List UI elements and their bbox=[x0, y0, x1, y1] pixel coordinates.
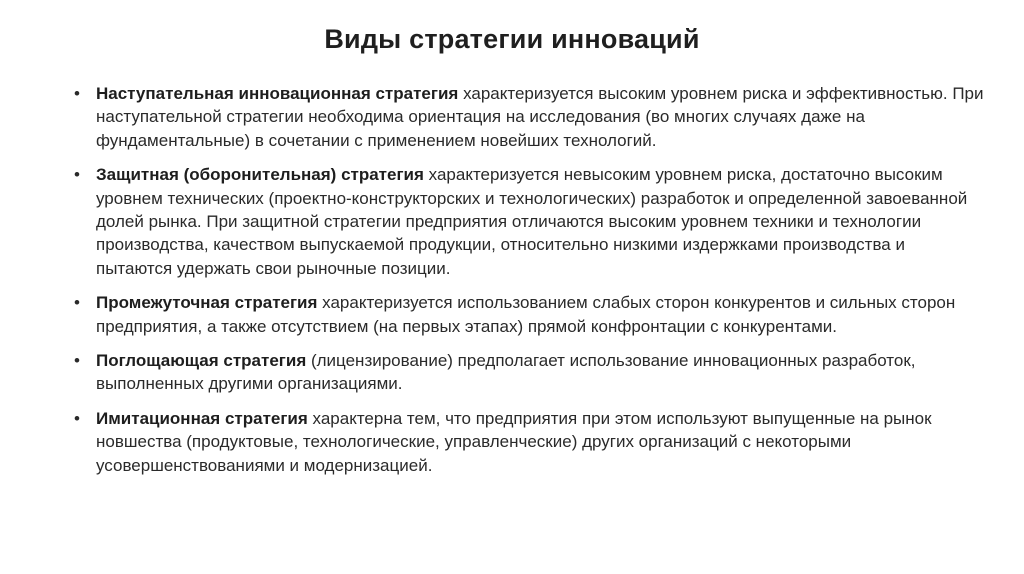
list-item-absorbing-strategy bbox=[74, 349, 984, 396]
strategy-description: характеризуется использованием слабых сторон конкурентов и сильных сторон предприятия, а также отсутствием (на первых этапах) прямой конфронтации с конкурентами. bbox=[96, 293, 956, 336]
strategy-term: Наступательная инновационная стратегия bbox=[96, 84, 459, 103]
strategy-description: (лицензирование) предполагает использование инновационных разработок, выполненных другими организациями. bbox=[96, 351, 916, 394]
strategy-term: Защитная (оборонительная) стратегия bbox=[96, 165, 424, 185]
bullet-icon: • bbox=[74, 351, 80, 371]
strategy-term: Поглощающая стратегия bbox=[96, 351, 307, 371]
strategy-description: характеризуется невысоким уровнем риска, достаточно высоким уровнем технических (проектно-конструкторских и технологических) разработок и определенной завоеванной долей рынка. При защитной стратегии предприятия отличаются высоким уровнем техники и технологии производства, качеством выпускаемой продукции, относительно низкими издержками производства и пытаются удержать свои рыночные позиции. bbox=[96, 165, 968, 278]
slide-title: Виды стратегии инноваций bbox=[324, 24, 700, 54]
list-item-intermediate-strategy bbox=[74, 291, 984, 338]
bullet-icon: • bbox=[74, 293, 80, 313]
bullet-icon: • bbox=[74, 408, 80, 428]
strategy-term: Промежуточная стратегия bbox=[96, 293, 318, 313]
bullet-icon: • bbox=[74, 84, 80, 103]
strategy-description: характерна тем, что предприятия при этом используют выпущенные на рынок новшества (продуктовые, технологические, управленческие) других организаций с некоторыми усовершенствованиями и модернизацией. bbox=[96, 408, 932, 475]
list-item-imitation-strategy bbox=[74, 407, 984, 477]
list-item-offensive-strategy bbox=[74, 82, 984, 152]
list-item-defensive-strategy bbox=[74, 163, 984, 280]
strategy-description: характеризуется высоким уровнем риска и эффективностью. При наступательной стратегии необходима ориентация на исследования (во многих случаях даже на фундаментальные) в сочетании с применением новейших технологий. bbox=[96, 84, 984, 150]
strategy-term: Имитационная стратегия bbox=[96, 408, 308, 428]
bullet-icon: • bbox=[74, 165, 80, 185]
strategy-list bbox=[74, 82, 984, 488]
